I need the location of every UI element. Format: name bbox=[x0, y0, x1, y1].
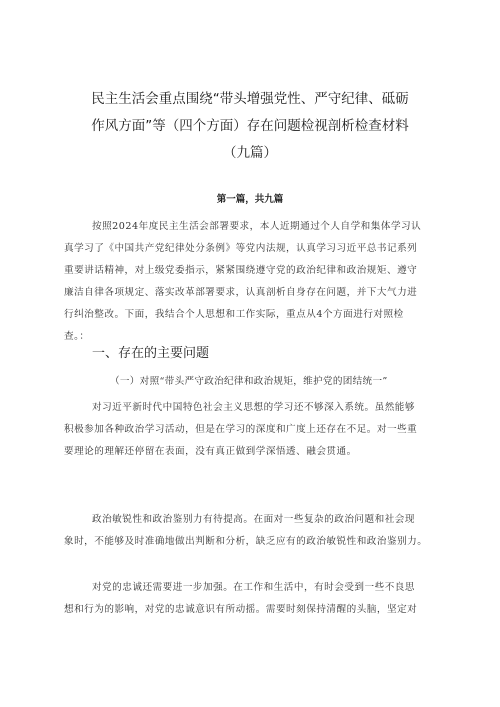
intro-line: 按照2024年度民主生活会部署要求，本人近期通过个人自学和集体学习认 bbox=[92, 221, 422, 232]
document-subtitle: 第一篇，共九篇 bbox=[216, 194, 284, 205]
body-paragraph bbox=[64, 577, 418, 621]
paragraph-line: 象时，不能够及时准确地做出判断和分析，缺乏应有的政治敏锐性和政治鉴别力。 bbox=[64, 536, 428, 547]
paragraph-line: 政治敏锐性和政治鉴别力有待提高。在面对一些复杂的政治问题和社会现 bbox=[92, 514, 415, 525]
body-paragraph bbox=[64, 509, 428, 553]
paragraph-line: 对党的忠诚还需要进一步加强。在工作和生活中，有时会受到一些不良思 bbox=[92, 582, 415, 593]
intro-line: 真学习了《中国共产党纪律处分条例》等党内法规，认真学习习近平总书记系列 bbox=[64, 243, 418, 254]
paragraph-line: 要理论的理解还停留在表面，没有真正做到学深悟透、融会贯通。 bbox=[64, 446, 357, 457]
body-paragraph bbox=[64, 397, 418, 463]
paragraph-line: 对习近平新时代中国特色社会主义思想的学习还不够深入系统。虽然能够 bbox=[92, 402, 415, 413]
intro-line: 重要讲话精神，对上级党委指示，紧紧围绕遵守党的政治纪律和政治规矩、遵守 bbox=[64, 265, 418, 276]
title-line: （九篇） bbox=[223, 145, 277, 161]
paragraph-line: 积极参加各种政治学习活动，但是在学习的深度和广度上还存在不足。对一些重 bbox=[64, 424, 418, 435]
intro-paragraph bbox=[64, 216, 422, 348]
intro-line: 行纠治整改。下面，我结合个人思想和工作实际，重点从4个方面进行对照检 bbox=[64, 309, 404, 320]
document-title bbox=[70, 86, 430, 167]
paragraph-line: 想和行为的影响，对党的忠诚意识有所动摇。需要时刻保持清醒的头脑，坚定对 bbox=[64, 604, 418, 615]
section-heading: 一、存在的主要问题 bbox=[92, 346, 210, 361]
intro-line: 查。： bbox=[64, 331, 90, 342]
subsection-heading: （一）对照“带头严守政治纪律和政治规矩，维护党的团结统一” bbox=[110, 376, 388, 387]
intro-line: 廉洁自律各项规定、落实改革部署要求，认真剖析自身存在问题，并下大气力进 bbox=[64, 287, 418, 298]
title-line: 作风方面”等（四个方面）存在问题检视剖析检查材料 bbox=[91, 118, 409, 134]
title-line: 民主生活会重点围绕“带头增强党性、严守纪律、砥砺 bbox=[91, 91, 409, 107]
